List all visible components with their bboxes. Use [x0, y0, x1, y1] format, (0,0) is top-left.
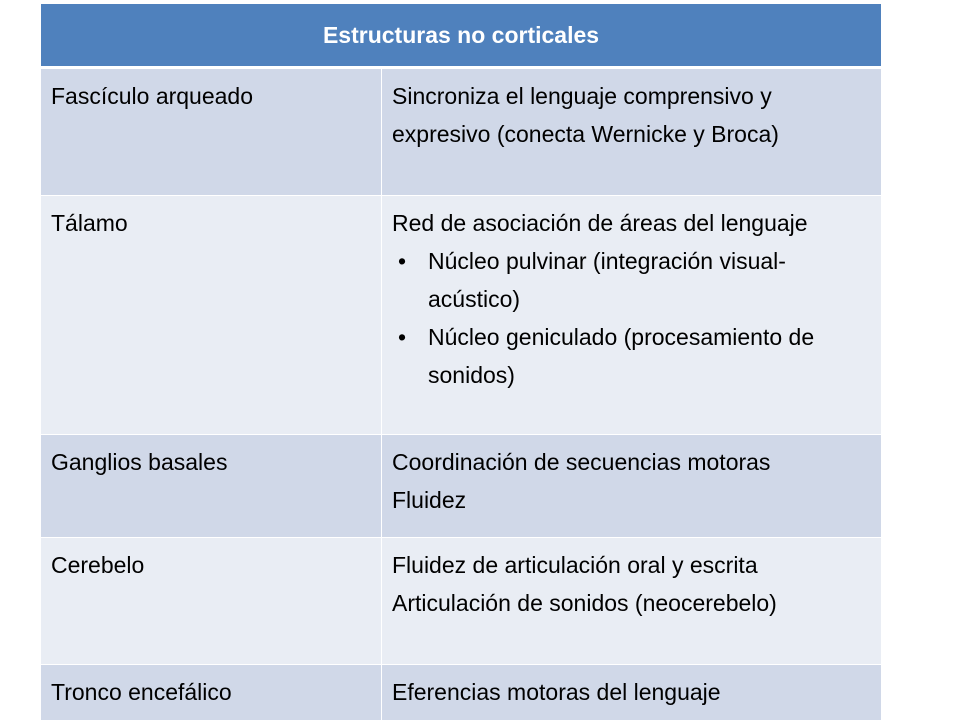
- table-row: [41, 196, 881, 435]
- table-header-row: [41, 4, 881, 69]
- table-row: [41, 665, 881, 720]
- structure-cell: Cerebelo: [41, 538, 381, 665]
- function-line: Eferencias motoras del lenguaje: [392, 679, 721, 705]
- table-row: [41, 435, 881, 538]
- function-cell: [381, 69, 881, 196]
- function-cell: [381, 196, 881, 435]
- table-row: [41, 538, 881, 665]
- table-title: Estructuras no corticales: [41, 4, 881, 69]
- function-line: Sincroniza el lenguaje comprensivo y expresivo (conecta Wernicke y Broca): [392, 83, 779, 147]
- table-row: [41, 69, 881, 196]
- structure-cell: Ganglios basales: [41, 435, 381, 538]
- structures-table: [41, 4, 881, 720]
- bullet-icon: •: [398, 324, 407, 350]
- structure-cell: Tronco encefálico: [41, 665, 381, 720]
- structure-cell: Fascículo arqueado: [41, 69, 381, 196]
- bullet-list: [392, 242, 871, 394]
- function-line: Fluidez de articulación oral y escrita: [392, 552, 758, 578]
- function-cell: [381, 435, 881, 538]
- function-line: Fluidez: [392, 487, 467, 513]
- function-line: Coordinación de secuencias motoras: [392, 449, 771, 475]
- bullet-text: Núcleo pulvinar (integración visual-acústico): [428, 248, 786, 312]
- function-cell: [381, 665, 881, 720]
- structure-cell: Tálamo: [41, 196, 381, 435]
- list-item: [392, 242, 871, 318]
- bullet-text: Núcleo geniculado (procesamiento de sonidos): [428, 324, 815, 388]
- function-cell: [381, 538, 881, 665]
- function-line: Articulación de sonidos (neocerebelo): [392, 590, 777, 616]
- function-line: Red de asociación de áreas del lenguaje: [392, 210, 808, 236]
- bullet-icon: •: [398, 248, 407, 274]
- list-item: [392, 318, 871, 394]
